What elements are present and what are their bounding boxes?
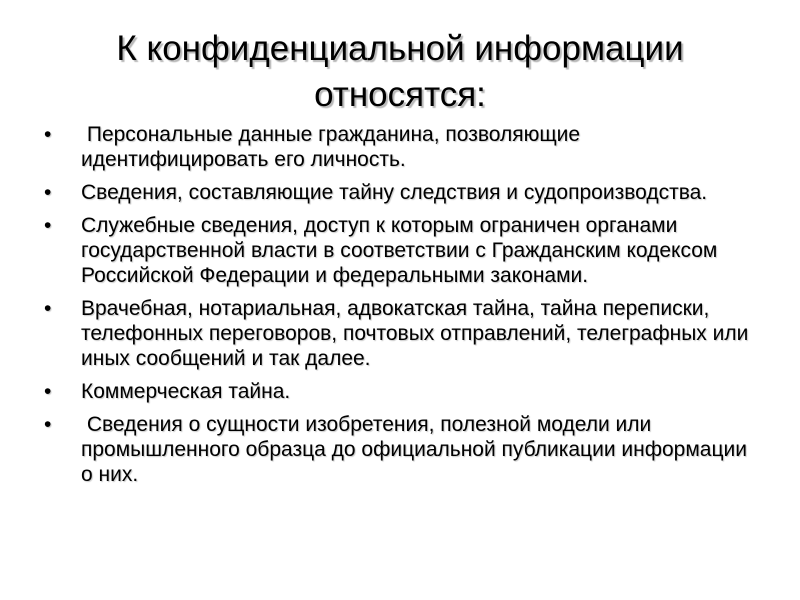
slide-title: К конфиденциальной информации относятся: bbox=[116, 29, 684, 114]
list-item-text: Коммерческая тайна. bbox=[81, 380, 291, 403]
list-item-text: Врачебная, нотариальная, адвокатская тайна, тайна переписки, телефонных переговоров, почтовых отправлений, телеграфных или иных сообщений и так далее. bbox=[81, 297, 749, 370]
list-item bbox=[44, 213, 764, 288]
bullet-icon: • bbox=[44, 413, 52, 436]
bullet-icon: • bbox=[44, 214, 52, 237]
list-item-text: Сведения, составляющие тайну следствия и судопроизводства. bbox=[81, 181, 708, 204]
list-item bbox=[44, 180, 764, 205]
bullet-icon: • bbox=[44, 380, 52, 403]
list-item-text: Сведения о сущности изобретения, полезной модели или промышленного образца до официальной публикации информации о них. bbox=[81, 413, 753, 486]
list-item-text: Служебные сведения, доступ к которым ограничен органами государственной власти в соответствии с Гражданским кодексом Российской Федерации и федеральными законами. bbox=[81, 214, 718, 287]
bullet-icon: • bbox=[44, 181, 52, 204]
bullet-icon: • bbox=[44, 297, 52, 320]
bullet-icon: • bbox=[44, 123, 52, 146]
list-item-text: Персональные данные гражданина, позволяющие идентифицировать его личность. bbox=[81, 123, 586, 171]
list-item bbox=[44, 412, 764, 487]
bullet-list bbox=[44, 122, 764, 495]
list-item bbox=[44, 379, 764, 404]
list-item bbox=[44, 122, 764, 172]
list-item bbox=[44, 296, 764, 371]
